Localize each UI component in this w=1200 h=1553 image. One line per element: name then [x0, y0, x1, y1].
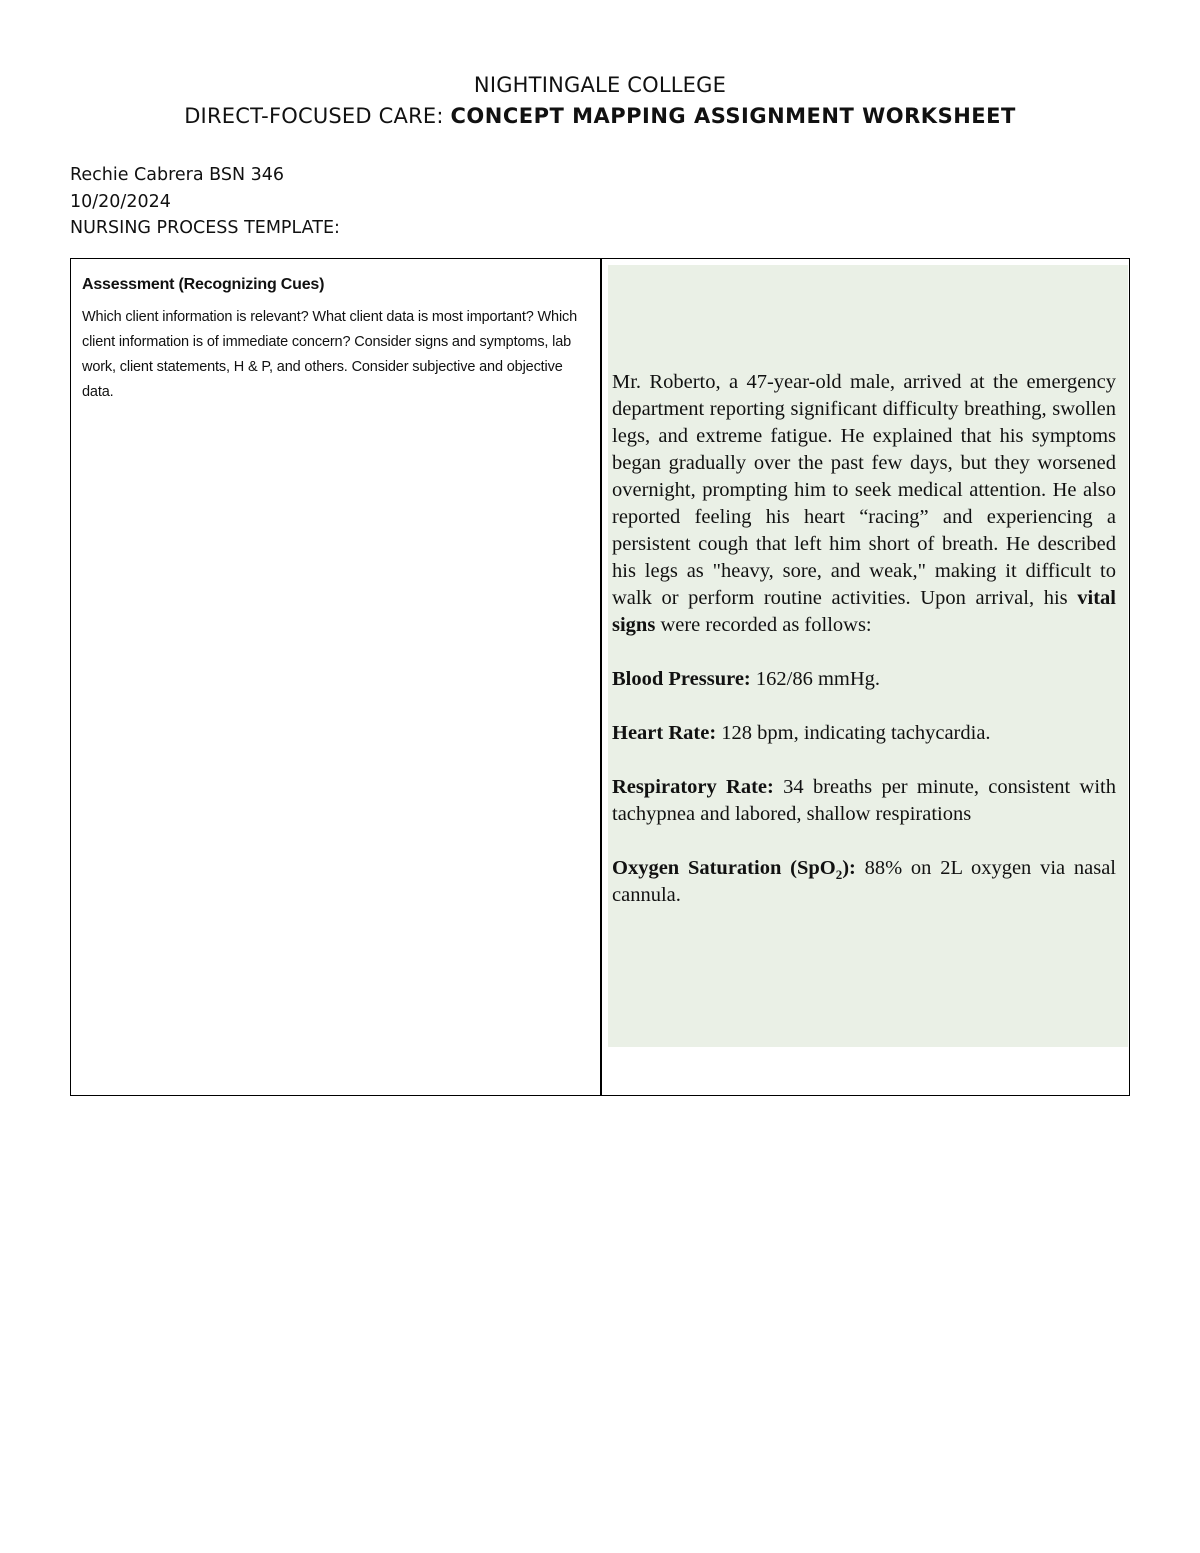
- assessment-heading: Assessment (Recognizing Cues): [82, 276, 325, 293]
- narrative-bold: vital signs: [612, 587, 1116, 636]
- worksheet-title: [0, 100, 1200, 132]
- assignment-title: CONCEPT MAPPING ASSIGNMENT WORKSHEET: [450, 104, 1016, 128]
- course-prefix: DIRECT-FOCUSED CARE:: [184, 104, 451, 128]
- student-name: Rechie Cabrera BSN 346: [70, 165, 285, 185]
- college-name: NIGHTINGALE COLLEGE: [473, 73, 727, 97]
- vital-respiratory-rate: [612, 774, 1116, 828]
- submission-date: 10/20/2024: [70, 191, 171, 212]
- document-header: [0, 70, 1200, 132]
- vital-label: Respiratory Rate:: [612, 776, 774, 798]
- vital-label: [612, 857, 856, 883]
- assessment-response-cell[interactable]: [608, 265, 1128, 1047]
- narrative-part1: Mr. Roberto, a 47-year-old male, arrived at the emergency department reporting significant difficulty breathing, swollen legs, and extreme fatigue. He explained that his symptoms began gradually over the past few days, but they worsened overnight, prompting him to seek medical attention. He also reported feeling his heart “racing” and experiencing a persistent cough that left him short of breath. He described his legs as "heavy, sore, and weak," making it difficult to walk or perform routine activities. Upon arrival, his: [612, 371, 1116, 609]
- narrative-paragraph: [612, 369, 1116, 639]
- assessment-prompt: Which client information is relevant? What client data is most important? Which client information is of immediate concern? Consider signs and symptoms, lab work, client statements, H & P, and others. Consider subjective and objective data.: [82, 309, 578, 400]
- vital-blood-pressure: [612, 666, 1116, 693]
- oxygen-label-subscript: 2: [835, 867, 843, 883]
- assessment-prompt-cell: [82, 273, 587, 405]
- vital-label: Blood Pressure:: [612, 668, 751, 690]
- column-divider: [600, 259, 602, 1095]
- oxygen-label-suffix: ):: [842, 857, 856, 879]
- nursing-process-table: [70, 258, 1130, 1096]
- vital-heart-rate: [612, 720, 1116, 747]
- vital-value: 34 breaths per minute, consistent with tachypnea and labored, shallow respirations: [612, 776, 1116, 825]
- vital-value: 162/86 mmHg.: [750, 668, 881, 690]
- vital-label: Heart Rate:: [612, 722, 717, 744]
- narrative-part2: were recorded as follows:: [655, 614, 872, 636]
- student-info: [70, 162, 340, 242]
- assessment-response-text: [612, 369, 1116, 936]
- template-label: NURSING PROCESS TEMPLATE:: [70, 218, 340, 238]
- oxygen-label-prefix: Oxygen Saturation (SpO: [612, 857, 836, 879]
- vital-oxygen-saturation: [612, 855, 1116, 909]
- vital-value: 88% on 2L oxygen via nasal cannula.: [612, 857, 1116, 906]
- vital-value: 128 bpm, indicating tachycardia.: [716, 722, 991, 744]
